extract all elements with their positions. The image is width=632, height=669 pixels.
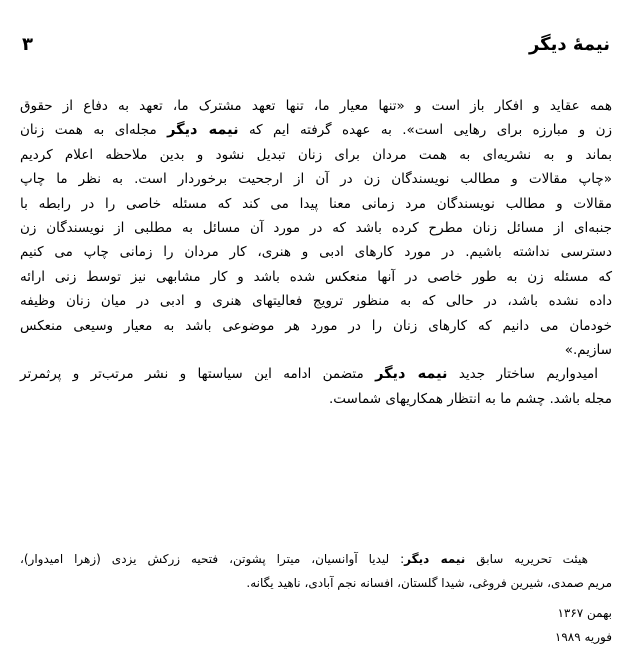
body-line: مجله باشد. چشم ما به انتظار همکاریهای شماست. <box>328 390 612 407</box>
magazine-name: نیمه دیگر <box>167 122 239 139</box>
text: امیدواریم ساختار جدید <box>447 366 599 383</box>
page-header <box>20 28 612 60</box>
body-line: مقالات و مطالب نویسندگان مرد زمانی معنا پیدا می کند که مسئله خاصی را در رابطه با <box>20 195 612 212</box>
page-number: ۳ <box>22 33 33 55</box>
body-line <box>20 362 612 386</box>
text: هیئت تحریریه سابق <box>465 552 588 567</box>
text: متضمن ادامه این سیاستها و نشر مرتب‌تر و پرثمرتر <box>20 366 376 383</box>
body-line: که مسئله زن به طور خاصی در آنها منعکس شده باشد و کار مشابهی نیز توسط زنی ارائه <box>20 268 612 285</box>
footer-credits <box>20 547 612 649</box>
magazine-name: نیمه دیگر <box>404 552 466 567</box>
body-line: دسترسی نداشته باشیم. در مورد کارهای ادبی و هنری، کار مردان را زمانی چاپ می کنیم <box>20 244 612 261</box>
text: : لیدیا آوانسیان، میترا پشوتن، فتحیه زرکش یزدی (زهرا امیدوار)، <box>20 552 405 567</box>
body-line: بماند و به نشریه‌ای به همت مردان برای زنان تبدیل نشود و بدین ملاحظه اعلام کردیم <box>20 146 612 163</box>
date-gregorian: فوریه ۱۹۸۹ <box>554 630 612 645</box>
body-line: همه عقاید و افکار باز است و «تنها معیار ما، تنها تعهد مشترک ما، تعهد به دفاع از حقوق <box>20 98 612 114</box>
page-header-title: نیمهٔ دیگر <box>528 33 610 55</box>
body-line: خودمان می دانیم که کارهای زنان را در مورد هر موضوعی باشد به معیار وسیعی منعکس <box>20 317 612 334</box>
body-line: جنبه‌ای از مسائل زنان مطرح کرده باشد که در مورد آن مسائل به مطلبی از نویسندگان زن <box>20 220 612 237</box>
body-line <box>20 118 612 142</box>
body-line: داده نشده باشد، در حالی که به منظور ترویج فعالیتهای هنری و ادبی در میان زنان وظیفه <box>20 293 612 310</box>
article-body <box>20 94 612 411</box>
magazine-name: نیمه دیگر <box>375 366 448 383</box>
editorial-board-line: مریم صمدی، شیرین فروغی، شیدا گلستان، افسانه نجم آبادی، ناهید یگانه. <box>246 576 612 591</box>
text: مجله‌ای به همت زنان <box>20 122 168 139</box>
text: زن و مبارزه برای رهایی است». به عهده گرفته ایم که <box>238 122 612 139</box>
date-persian: بهمن ۱۳۶۷ <box>557 606 612 621</box>
editorial-board-line <box>20 547 612 571</box>
body-line: سازیم.» <box>564 342 612 359</box>
body-line: «چاپ مقالات و مطالب نویسندگان زن در آن از ارجحیت برخوردار است. به نظر ما چاپ <box>20 171 612 188</box>
